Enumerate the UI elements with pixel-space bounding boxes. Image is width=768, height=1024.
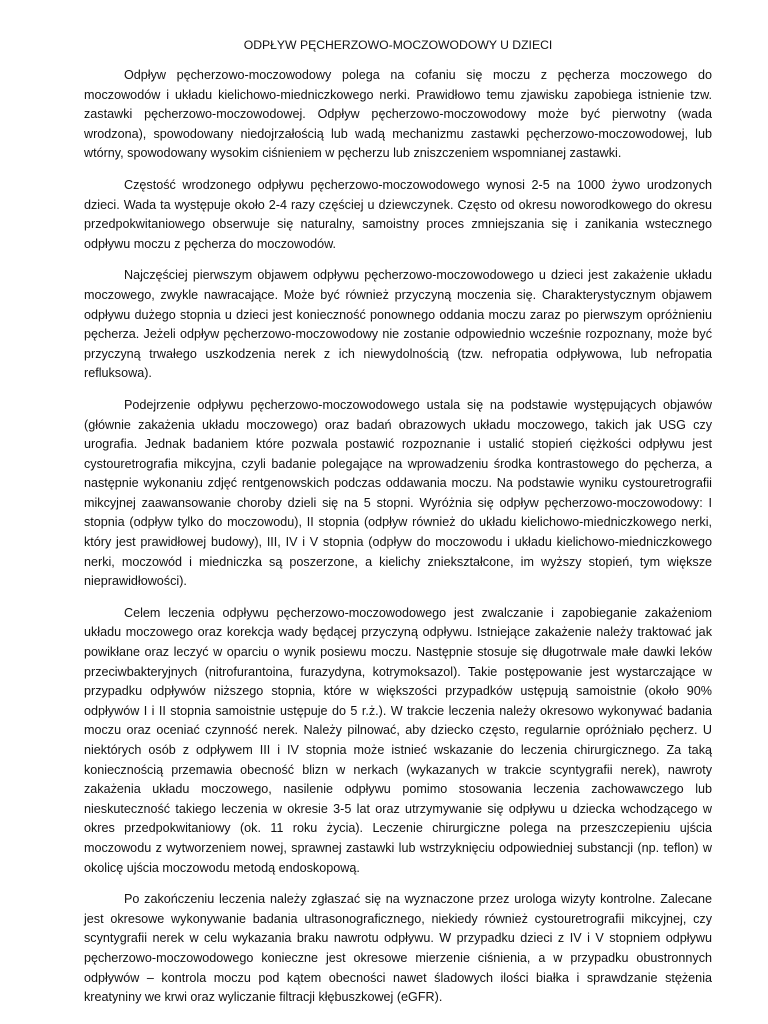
paragraph-frequency: Częstość wrodzonego odpływu pęcherzowo-moczowodowego wynosi 2-5 na 1000 żywo urodzonych dzieci. Wada ta występuje około 2-4 razy częściej u dziewczynek. Często od okresu noworodkowego do okresu przedpokwitaniowego obserwuje się naturalny, samoistny proces zmniejszania się i zanikania wstecznego odpływu moczu z pęcherza do moczowodów. <box>84 177 712 251</box>
document-page <box>84 38 712 1020</box>
paragraph-treatment: Celem leczenia odpływu pęcherzowo-moczowodowego jest zwalczanie i zapobieganie zakażeniom układu moczowego oraz korekcja wady będącej przyczyną odpływu. Istniejące zakażenie należy traktować jak powikłane oraz leczyć w oparciu o wynik posiewu moczu. Następnie stosuje się długotrwale małe dawki leków przeciwbakteryjnych (nitrofurantoina, furazydyna, kotrymoksazol). Takie postępowanie jest wystarczające w przypadku odpływów niższego stopnia, które w większości przypadków ustępują samoistnie (około 90% odpływów I i II stopnia samoistnie ustępuje do 5 r.ż.). W trakcie leczenia należy okresowo wykonywać badania moczu oraz oceniać czynność nerek. Należy pilnować, aby dziecko często, regularnie opróżniało pęcherz. U niektórych osób z odpływem III i IV stopnia może istnieć wskazanie do leczenia chirurgicznego. Za taką koniecznością przemawia obecność blizn w nerkach (wykazanych w trakcie scyntygrafii nerek), nawroty zakażenia układu moczowego, nasilenie odpływu pomimo stosowania leczenia zachowawczego lub nieskuteczność takiego leczenia w okresie 3-5 lat oraz utrzymywanie się odpływu u dziecka wchodzącego w okres przedpokwitaniowy (ok. 11 roku życia). Leczenie chirurgiczne polega na przeszczepieniu ujścia moczowodu z wytworzeniem nowej, sprawnej zastawki lub wstrzyknięciu odpowiedniej substancji (np. teflon) w okolicę ujścia moczowodu metodą endoskopową. <box>84 605 712 875</box>
paragraph-diagnosis: Podejrzenie odpływu pęcherzowo-moczowodowego ustala się na podstawie występujących objawów (głównie zakażenia układu moczowego) oraz badań obrazowych układu moczowego, takich jak USG czy urografia. Jednak badaniem które pozwala postawić rozpoznanie i ustalić stopień ciężkości odpływu jest cystouretrografia mikcyjna, czyli badanie polegające na wprowadzeniu środka kontrastowego do pęcherza, a następnie wykonaniu zdjęć rentgenowskich podczas oddawania moczu. Na podstawie wyniku cystouretrografii mikcyjnej zaawansowanie choroby dzieli się na 5 stopni. Wyróżnia się odpływ pęcherzowo-moczowodowy: I stopnia (odpływ tylko do moczowodu), II stopnia (odpływ również do układu kielichowo-miedniczkowego nerki, który jest prawidłowej budowy), III, IV i V stopnia (odpływ do moczowodu i układu kielichowo-miedniczkowego nerki, moczowód i miedniczka są poszerzone, a kielichy zniekształcone, im wyższy stopień, tym większe nieprawidłowości). <box>84 397 712 589</box>
paragraph-symptoms: Najczęściej pierwszym objawem odpływu pęcherzowo-moczowodowego u dzieci jest zakażenie układu moczowego, zwykle nawracające. Może być również przyczyną moczenia się. Charakterystycznym objawem odpływu dużego stopnia u dzieci jest konieczność ponownego oddania moczu zaraz po pierwszym opróżnieniu pęcherza. Jeżeli odpływ pęcherzowo-moczowodowy nie zostanie odpowiednio wcześnie rozpoznany, może być przyczyną trwałego uszkodzenia nerek z ich niewydolnością (tzw. nefropatia odpływowa, lub nefropatia refluksowa). <box>84 268 712 381</box>
paragraph-follow-up: Po zakończeniu leczenia należy zgłaszać się na wyznaczone przez urologa wizyty kontrolne. Zalecane jest okresowe wykonywanie badania ultrasonograficznego, niekiedy również cystouretrografii mikcyjnej, czy scyntygrafii nerek w celu wykazania braku nawrotu odpływu. W przypadku dzieci z IV i V stopniem odpływu pęcherzowo-moczowodowego konieczne jest okresowe mierzenie ciśnienia, a w przypadku obustronnych odpływów – kontrola moczu pod kątem obecności nawet śladowych ilości białka i sprawdzanie stężenia kreatyniny we krwi oraz wyliczanie filtracji kłębuszkowej (eGFR). <box>84 892 712 1005</box>
paragraph-definition: Odpływ pęcherzowo-moczowodowy polega na cofaniu się moczu z pęcherza moczowego do moczowodów i układu kielichowo-miedniczkowego nerki. Prawidłowo temu zjawisku zapobiega istnienie tzw. zastawki pęcherzowo-moczowodowej. Odpływ pęcherzowo-moczowodowy może być pierwotny (wada wrodzona), spowodowany niedojrzałością lub wadą mechanizmu zastawki pęcherzowo-moczowodowej, lub wtórny, spowodowany wysokim ciśnieniem w pęcherzu lub zniszczeniem wspomnianej zastawki. <box>84 68 712 161</box>
document-title: ODPŁYW PĘCHERZOWO-MOCZOWODOWY U DZIECI <box>243 38 553 52</box>
